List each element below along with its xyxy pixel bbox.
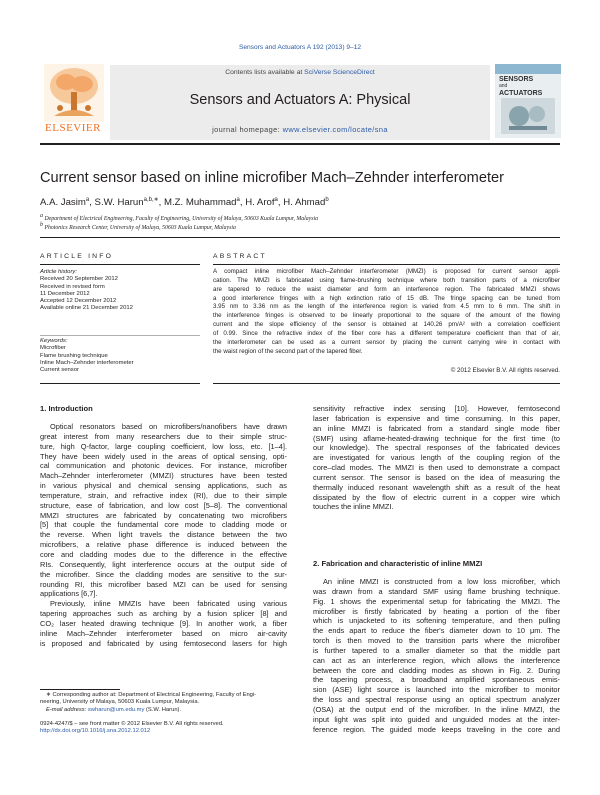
history-item: 11 December 2012 [40,290,90,297]
body-line: the ends apart to reduce the fiber's diameter down to 10 μm. The [313,626,560,636]
body-line: our knowledge). The spectral responses of the fabricated devices [313,443,560,453]
body-line: sion (ASE) light source is launched into the microfiber to monitor [313,685,560,695]
body-line: are investigated for various length of the coupling region of the [313,453,560,463]
publisher-name: ELSEVIER [45,122,101,134]
affiliation-text: Photonics Research Center, University of Malaya, 50603 Kuala Lumpur, Malaysia [44,224,236,231]
body-line: Optical resonators based on microfibers/nanofibers have drawn [50,422,287,431]
body-line: cal communication and photonic devices. For instance, microfiber [40,461,287,471]
email-suffix: (S.W. Harun). [144,706,182,713]
abstract-bottom-rule [213,383,560,384]
body-line: rounding RI, this microfiber based MZI can be used for sensing [40,579,287,589]
contents-prefix: Contents lists available at [225,69,305,76]
body-line: input light was split into guided and unguided modes at the inter- [313,714,560,724]
author-name[interactable]: S.W. Harun [94,197,144,209]
body-line: Fig. 1 shows the experimental setup for fabricating the MMZI. The [313,596,560,606]
body-line: the microfiber. Since the cladding modes are sensitive to the sur- [40,569,287,579]
body-line: Mach–Zehnder interferometer (MMZI) structures have been tested [40,471,287,481]
author-affiliation-mark: b [325,197,329,203]
contents-available-line [110,69,490,76]
keywords-label: Keywords: [40,338,68,344]
article-info-divider [40,335,200,336]
author-name[interactable]: H. Arof [245,197,275,209]
body-line: inline Mach–Zehnder interferometer based on micro air-cavity [40,628,287,638]
issn-line: 0924-4247/$ – see front matter © 2012 Elsevier B.V. All rights reserved. [40,721,224,727]
body-line: current sensor. The sensor is based on the idea of measuring the [313,472,560,482]
article-title: Current sensor based on inline microfiber Mach–Zehnder interferometer [40,170,504,186]
affiliation-text: Department of Electrical Engineering, Faculty of Engineering, University of Malaya, 50603 Kuala Lumpur, Malaysia [44,215,318,222]
body-line: They have been widely used in the areas of optical sensing, opti- [40,451,287,461]
journal-homepage-line [110,125,490,134]
keyword-item: Microfiber [40,345,66,352]
body-column-right-intro [313,404,560,512]
email-link[interactable]: swharun@um.edu.my [87,706,145,713]
doi-link[interactable]: http://dx.doi.org/10.1016/j.sna.2012.12.012 [40,728,151,735]
body-line: MMZI structures are fabricated by concatenating two microfibers [40,510,287,520]
body-line: sensitivity refractive index sensing [10]. However, femtosecond [313,404,560,413]
history-item: Accepted 12 December 2012 [40,298,117,305]
abstract-line: the interferometer can be used as a current sensor by placing the current carrying wire in contact with [213,338,560,346]
body-line: structure, ease of fabrication, and low cost [5–8]. The conventional [40,500,287,510]
abstract-line: A compact inline microfiber Mach–Zehnder interferometer (MMZI) is proposed for current sensor appli- [213,268,560,275]
footnote-rule [40,689,120,690]
body-line: in various physical and chemical sensing applications, such as [40,481,287,491]
body-line: RIs. Consequently, light interference occurs at the output side of [40,559,287,569]
body-line: An inline MMZI is constructed from a low loss microfiber, which [323,577,560,586]
body-line: CO₂ laser heated drawing technique [9]. In another work, a fiber [40,618,287,628]
cover-title-actuators: ACTUATORS [499,90,543,97]
body-line: dissipated by the flow of electric current in a copper wire which [313,492,560,502]
abstract-line: of 0.99. Since the refractive index of the fiber core has a different temperature coefficient than that of air, [213,329,560,337]
body-line: an inline MMZI is fabricated from a standard single mode fiber [313,423,560,433]
body-line: (OSA) at the output end of the microfiber. In the inline MMZI, the [313,704,560,714]
footnote-line: neering, University of Malaya, 50603 Kuala Lumpur, Malaysia. [40,699,200,706]
history-item: Received in revised form [40,283,105,290]
body-line: is proposed and fabricated by using femtosecond lasers for high [40,638,287,648]
body-line: ture, high Q-factor, large coupling coefficient, low loss, etc. [1–4]. [40,441,287,451]
cover-image [501,98,555,134]
body-line: Previously, inline MMZIs have been fabricated using various [50,599,287,609]
abstract-line: are tapered to reduce the waist diameter and form an interference region. The fabricated MMZI shows [213,285,560,293]
footnote-email-line [40,707,256,714]
cover-title [499,76,542,97]
body-column-right-fabrication [313,577,560,735]
article-history [40,269,133,313]
author-affiliation-mark: a [85,197,90,203]
journal-title: Sensors and Actuators A: Physical [189,92,411,108]
body-line: thermally induced resonant wavelength shift as a result of the heat [313,482,560,492]
body-line: the tapering process, a broadband amplified spontaneous emis- [313,675,560,685]
body-line: temperature, strain, and refractive index (RI), due to their simple [40,490,287,500]
abstract-line: the interference fringes is observed to be linearly proportional to the square of the amount of the flowing [213,312,560,320]
body-line: ference region. The guided mode keeps traveling in the core and [313,724,560,734]
author-affiliation-mark: a [236,197,240,203]
body-line: is further tapered to a smaller diameter so that the middle part [313,645,560,655]
abstract-text [213,268,560,356]
article-info-rule [40,264,200,265]
abstract-rule [213,264,560,265]
sciencedirect-link[interactable]: SciVerse ScienceDirect [304,69,375,76]
history-label: Article history: [40,269,77,275]
header-rule [40,143,560,145]
abstract-line: 3.95 nm to 3.36 nm as the length of the interference region is varied from 4.5 mm to 6 mm. The shift in [213,303,560,311]
copyright-notice: © 2012 Elsevier B.V. All rights reserved. [450,367,560,374]
keyword-item: Flame brushing technique [40,352,108,359]
affiliation-b [40,222,236,231]
body-line: microfibers, a relative phase difference is induced between the [40,540,287,550]
body-column-left [40,422,287,648]
author-name[interactable]: A.A. Jasim [40,197,86,209]
cover-title-and: and [499,83,508,89]
body-line: was drawn from a standard SMF using flame brushing technique. [313,586,560,596]
journal-cover-thumbnail[interactable] [495,64,561,138]
abstract-line: a good interference fringes with a high extinction ratio of 15 dB. The fringe spacing can be tuned from [213,294,560,302]
cover-title-sensors: SENSORS [499,76,534,83]
body-line: torch is then moved to the transition parts where the microfiber [313,636,560,646]
keyword-item: Current sensor [40,367,79,374]
author-list: A.A. Jasim$^a$, S.W. Harun$^{a,b,∗}$, M.Z. Muhammad$^a$, H. Arof$^a$, H. Ahmad$^b$ [40,197,329,209]
journal-homepage-link[interactable]: www.elsevier.com/locate/sna [282,125,388,134]
history-item: Received 20 September 2012 [40,276,118,283]
affiliation-mark: a [40,213,43,219]
title-block-rule [40,237,560,238]
author-affiliation-mark: a [274,197,278,203]
body-line: which is unjacketed to its softening temperature, and then pulling [313,616,560,626]
journal-reference[interactable]: Sensors and Actuators A 192 (2013) 9–12 [238,44,362,51]
section-heading-introduction: 1. Introduction [40,404,93,413]
homepage-prefix: journal homepage: [212,125,283,134]
front-matter-note [40,721,224,736]
email-label: E-mail address: [46,706,88,713]
body-line: applications [6,7]. [40,589,98,599]
body-line: (SMF) using aflame-heated-drawing technique for the first time (to [313,433,560,443]
body-line: between the core and cladding modes as shown in Fig. 2. During [313,665,560,675]
author-affiliation-mark: a,b,∗ [143,197,159,203]
abstract-heading: ABSTRACT [213,253,267,260]
affiliation-mark: b [40,222,43,228]
body-line: can act as an interference region, which allows the interference [313,655,560,665]
footnote-line: ∗ Corresponding author at: Department of Electrical Engineering, Faculty of Engi- [46,692,257,698]
history-item: Available online 21 December 2012 [40,305,133,312]
body-line: tapering approaches such as arching by a fusion splicer [8] and [40,609,287,619]
keywords [40,338,134,374]
section-heading-fabrication: 2. Fabrication and characteristic of inline MMZI [313,559,483,568]
author-name[interactable]: H. Ahmad [283,197,326,209]
body-line: the reverse. When light travels the distance between the two [40,530,287,540]
cover-stripe [495,64,561,74]
body-line: touches the inline MMZI. [313,502,394,512]
article-info-heading: ARTICLE INFO [40,253,114,260]
body-line: core and cladding modes due to the difference in the effective [40,549,287,559]
corresponding-author-footnote [40,692,256,714]
body-line: [5] that couple the fundamental core mode to cladding mode or [40,520,287,530]
abstract-line: cation. The MMZI is fabricated using flame-brushing technique where both transition parts of a microfiber [213,276,560,284]
body-line: microfiber is firstly fabricated by heating a portion of the fiber [313,606,560,616]
affiliation-a [40,213,318,222]
article-info-bottom-rule [40,383,200,384]
body-line: laser fabrication is expensive and time consuming. In this paper, [313,413,560,423]
body-line: core–clad modes. The MMZI is then used to demonstrate a compact [313,463,560,473]
abstract-line: current and the slope efficiency of the sensor is obtained at 140.26 pm/A² with a correlation coefficient [213,321,560,329]
abstract-line: the waist region of the second part of the tapered fiber. [213,347,363,355]
body-line: the loss and spectral response using an optical spectrum analyzer [313,695,560,705]
keyword-item: Inline Mach–Zehnder interferometer [40,359,134,366]
body-line: great interest from many researchers due to their simple struc- [40,431,287,441]
author-name[interactable]: M.Z. Muhammad [164,197,237,209]
